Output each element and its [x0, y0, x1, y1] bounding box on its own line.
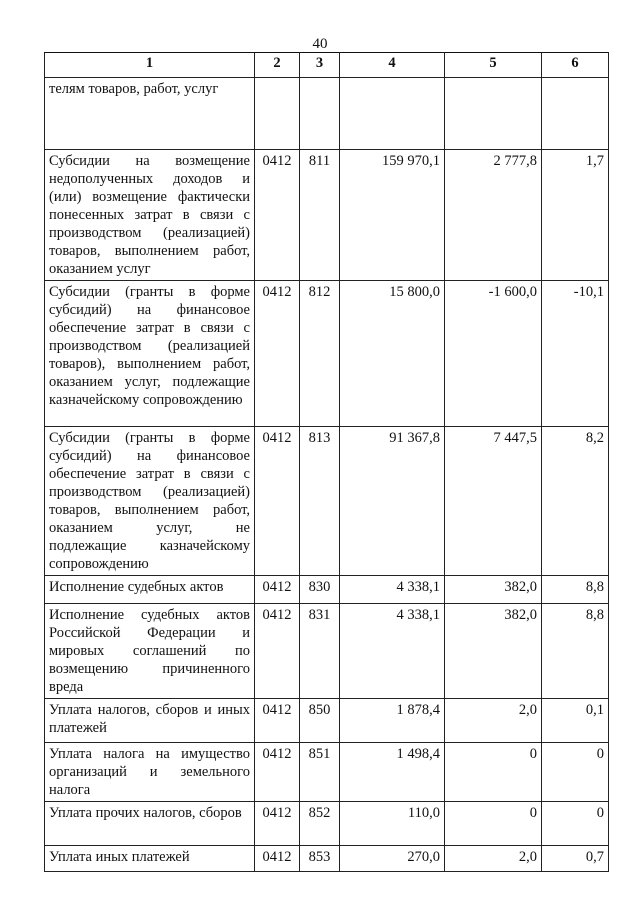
- change-value: 382,0: [445, 604, 542, 699]
- section-code: 0412: [255, 699, 300, 743]
- amount-value: 1 498,4: [340, 743, 445, 802]
- table-row: [45, 150, 609, 281]
- column-header-1: 1: [45, 53, 255, 78]
- change-value: 0: [445, 743, 542, 802]
- amount-value: 1 878,4: [340, 699, 445, 743]
- table-header-row: [45, 53, 609, 78]
- section-code: [255, 78, 300, 150]
- section-code: 0412: [255, 281, 300, 427]
- percent-value: 8,8: [542, 576, 609, 604]
- table-row: [45, 604, 609, 699]
- row-description: Субсидии (гранты в форме субсидий) на финансовое обеспечение затрат в связи с производством (реализацией) товаров, выполнением работ, оказанием услуг, не подлежащие казначейскому сопровождению: [45, 427, 255, 576]
- percent-value: 0,1: [542, 699, 609, 743]
- row-description: Уплата прочих налогов, сборов: [45, 802, 255, 846]
- table-row: [45, 576, 609, 604]
- amount-value: 4 338,1: [340, 604, 445, 699]
- change-value: 2,0: [445, 699, 542, 743]
- expense-type-code: 812: [300, 281, 340, 427]
- table-row: [45, 699, 609, 743]
- table-row: [45, 743, 609, 802]
- column-header-6: 6: [542, 53, 609, 78]
- amount-value: 4 338,1: [340, 576, 445, 604]
- row-description: Уплата налога на имущество организаций и земельного налога: [45, 743, 255, 802]
- change-value: [445, 78, 542, 150]
- percent-value: 8,8: [542, 604, 609, 699]
- section-code: 0412: [255, 576, 300, 604]
- expense-type-code: 851: [300, 743, 340, 802]
- change-value: -1 600,0: [445, 281, 542, 427]
- column-header-5: 5: [445, 53, 542, 78]
- amount-value: [340, 78, 445, 150]
- table-row: [45, 427, 609, 576]
- percent-value: 1,7: [542, 150, 609, 281]
- row-description: Исполнение судебных актов Российской Федерации и мировых соглашений по возмещению причиненного вреда: [45, 604, 255, 699]
- percent-value: 0: [542, 802, 609, 846]
- table-row: [45, 78, 609, 150]
- row-description: Уплата иных платежей: [45, 846, 255, 872]
- row-description: телям товаров, работ, услуг: [45, 78, 255, 150]
- column-header-4: 4: [340, 53, 445, 78]
- change-value: 7 447,5: [445, 427, 542, 576]
- section-code: 0412: [255, 846, 300, 872]
- table-body: [45, 78, 609, 872]
- row-description: Субсидии на возмещение недополученных доходов и (или) возмещение фактически понесенных затрат в связи с производством (реализацией) товаров, выполнением работ, оказанием услуг: [45, 150, 255, 281]
- amount-value: 270,0: [340, 846, 445, 872]
- row-description: Субсидии (гранты в форме субсидий) на финансовое обеспечение затрат в связи с производством (реализацией товаров), выполнением работ, оказанием услуг, подлежащие казначейскому сопровождению: [45, 281, 255, 427]
- section-code: 0412: [255, 743, 300, 802]
- table-row: [45, 802, 609, 846]
- amount-value: 159 970,1: [340, 150, 445, 281]
- change-value: 0: [445, 802, 542, 846]
- amount-value: 15 800,0: [340, 281, 445, 427]
- expense-type-code: 853: [300, 846, 340, 872]
- section-code: 0412: [255, 604, 300, 699]
- percent-value: -10,1: [542, 281, 609, 427]
- change-value: 2,0: [445, 846, 542, 872]
- amount-value: 91 367,8: [340, 427, 445, 576]
- table-row: [45, 281, 609, 427]
- expense-type-code: [300, 78, 340, 150]
- expense-type-code: 831: [300, 604, 340, 699]
- percent-value: 0: [542, 743, 609, 802]
- expense-type-code: 811: [300, 150, 340, 281]
- page-number: 40: [312, 36, 328, 52]
- expense-type-code: 850: [300, 699, 340, 743]
- table-row: [45, 846, 609, 872]
- row-description: Исполнение судебных актов: [45, 576, 255, 604]
- section-code: 0412: [255, 427, 300, 576]
- change-value: 2 777,8: [445, 150, 542, 281]
- expense-type-code: 830: [300, 576, 340, 604]
- section-code: 0412: [255, 150, 300, 281]
- column-header-3: 3: [300, 53, 340, 78]
- percent-value: [542, 78, 609, 150]
- column-header-2: 2: [255, 53, 300, 78]
- section-code: 0412: [255, 802, 300, 846]
- row-description: Уплата налогов, сборов и иных платежей: [45, 699, 255, 743]
- percent-value: 8,2: [542, 427, 609, 576]
- change-value: 382,0: [445, 576, 542, 604]
- expense-type-code: 813: [300, 427, 340, 576]
- budget-table: [44, 52, 609, 872]
- expense-type-code: 852: [300, 802, 340, 846]
- percent-value: 0,7: [542, 846, 609, 872]
- amount-value: 110,0: [340, 802, 445, 846]
